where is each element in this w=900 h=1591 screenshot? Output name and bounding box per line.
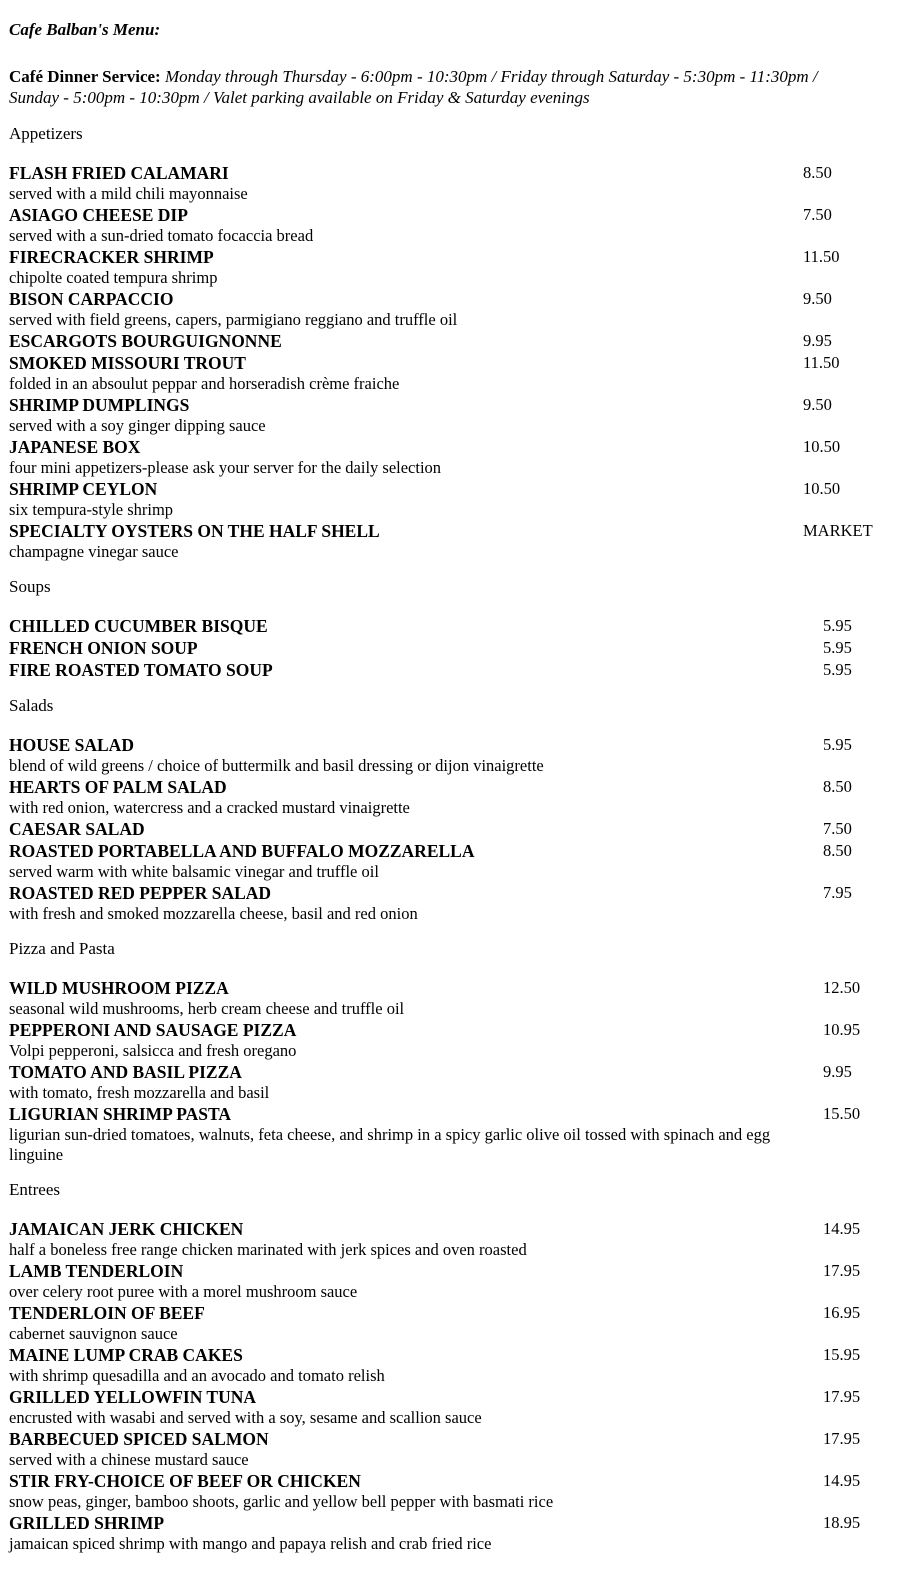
menu-item-name: ESCARGOTS BOURGUIGNONNE xyxy=(9,331,282,351)
menu-item-price: 8.50 xyxy=(803,163,832,182)
menu-item-description: four mini appetizers-please ask your server for the daily selection xyxy=(9,458,442,477)
menu-item xyxy=(9,162,894,204)
page-title: Cafe Balban's Menu: xyxy=(9,20,161,39)
section-title: Appetizers xyxy=(9,124,83,143)
menu-item-name: ASIAGO CHEESE DIP xyxy=(9,205,188,225)
menu-item xyxy=(9,1512,894,1554)
menu-item-description: chipolte coated tempura shrimp xyxy=(9,268,218,287)
menu-item-description: served with a soy ginger dipping sauce xyxy=(9,416,266,435)
menu-item xyxy=(9,776,894,818)
menu-item-description: with shrimp quesadilla and an avocado and tomato relish xyxy=(9,1366,385,1385)
menu-item xyxy=(9,330,894,352)
menu-item xyxy=(9,734,894,776)
menu-item-name: FRENCH ONION SOUP xyxy=(9,638,198,658)
menu-item xyxy=(9,394,894,436)
menu-item-description: jamaican spiced shrimp with mango and papaya relish and crab fried rice xyxy=(9,1534,492,1553)
menu-item-price: 10.50 xyxy=(803,437,841,456)
menu-item-name: HEARTS OF PALM SALAD xyxy=(9,777,227,797)
menu-item-description: half a boneless free range chicken marinated with jerk spices and oven roasted xyxy=(9,1240,527,1259)
menu-item xyxy=(9,1218,894,1260)
menu-item-name: JAMAICAN JERK CHICKEN xyxy=(9,1219,244,1239)
menu-item-description: served with a sun-dried tomato focaccia bread xyxy=(9,226,314,245)
menu-items-table xyxy=(9,162,894,562)
menu-item-price: 5.95 xyxy=(823,638,852,657)
menu-item xyxy=(9,637,894,659)
menu-item-name: SHRIMP CEYLON xyxy=(9,479,158,499)
menu-item-name: ROASTED PORTABELLA AND BUFFALO MOZZARELLA xyxy=(9,841,475,861)
menu-item xyxy=(9,615,894,637)
menu-section-appetizers xyxy=(9,124,894,562)
menu-item xyxy=(9,246,894,288)
menu-item-price: 5.95 xyxy=(823,735,852,754)
menu-item-price: 10.95 xyxy=(823,1020,861,1039)
menu-item-price: 9.95 xyxy=(803,331,832,350)
dinner-service-hours: Monday through Thursday - 6:00pm - 10:30pm / Friday through Saturday - 5:30pm - 11:30pm / Sunday - 5:00pm - 10:30pm / Valet parking available on Friday & Saturday evenings xyxy=(9,67,818,107)
menu-item-name: PEPPERONI AND SAUSAGE PIZZA xyxy=(9,1020,297,1040)
menu-item-price: 9.50 xyxy=(803,395,832,414)
menu-item-name: WILD MUSHROOM PIZZA xyxy=(9,978,229,998)
menu-item xyxy=(9,1302,894,1344)
section-title: Salads xyxy=(9,696,54,715)
menu-item-description: folded in an absoulut peppar and horseradish crème fraiche xyxy=(9,374,400,393)
menu-item-description: seasonal wild mushrooms, herb cream cheese and truffle oil xyxy=(9,999,405,1018)
menu-item-description: with red onion, watercress and a cracked mustard vinaigrette xyxy=(9,798,410,817)
menu-item-name: CHILLED CUCUMBER BISQUE xyxy=(9,616,268,636)
menu-item-price: 5.95 xyxy=(823,616,852,635)
menu-item-price: 7.50 xyxy=(803,205,832,224)
menu-item xyxy=(9,204,894,246)
dinner-service-label: Café Dinner Service: xyxy=(9,67,161,86)
menu-item-description: served warm with white balsamic vinegar and truffle oil xyxy=(9,862,379,881)
menu-item-price: 9.95 xyxy=(823,1062,852,1081)
menu-item-price: 7.95 xyxy=(823,883,852,902)
menu-item xyxy=(9,436,894,478)
menu-item-description: ligurian sun-dried tomatoes, walnuts, feta cheese, and shrimp in a spicy garlic olive oil tossed with spinach and egg linguine xyxy=(9,1125,771,1164)
menu-item-description: with fresh and smoked mozzarella cheese, basil and red onion xyxy=(9,904,418,923)
menu-item-description: six tempura-style shrimp xyxy=(9,500,174,519)
menu-items-table xyxy=(9,1218,894,1554)
menu-item-name: FLASH FRIED CALAMARI xyxy=(9,163,229,183)
menu-item xyxy=(9,288,894,330)
menu-item-name: SPECIALTY OYSTERS ON THE HALF SHELL xyxy=(9,521,380,541)
menu-item-price: 17.95 xyxy=(823,1261,861,1280)
menu-item-name: BISON CARPACCIO xyxy=(9,289,174,309)
menu-item xyxy=(9,520,894,562)
menu-item-description: over celery root puree with a morel mushroom sauce xyxy=(9,1282,358,1301)
menu-item-name: BARBECUED SPICED SALMON xyxy=(9,1429,269,1449)
menu-item xyxy=(9,1019,894,1061)
menu-item-price: 18.95 xyxy=(823,1513,861,1532)
menu-item xyxy=(9,352,894,394)
menu-item-name: GRILLED SHRIMP xyxy=(9,1513,165,1533)
menu-item-name: SMOKED MISSOURI TROUT xyxy=(9,353,246,373)
menu-item-name: CAESAR SALAD xyxy=(9,819,145,839)
menu-item-description: Volpi pepperoni, salsicca and fresh oregano xyxy=(9,1041,297,1060)
menu-item-name: HOUSE SALAD xyxy=(9,735,134,755)
menu-item-price: 14.95 xyxy=(823,1471,861,1490)
menu-section-salads xyxy=(9,696,894,924)
menu-item-price: 14.95 xyxy=(823,1219,861,1238)
menu-item-description: encrusted with wasabi and served with a soy, sesame and scallion sauce xyxy=(9,1408,482,1427)
menu-item xyxy=(9,1260,894,1302)
section-title: Soups xyxy=(9,577,51,596)
menu-item xyxy=(9,1428,894,1470)
menu-item-price: MARKET xyxy=(803,521,873,540)
section-title: Entrees xyxy=(9,1180,60,1199)
menu-item-description: cabernet sauvignon sauce xyxy=(9,1324,178,1343)
menu-item xyxy=(9,1344,894,1386)
menu-item-name: TENDERLOIN OF BEEF xyxy=(9,1303,205,1323)
section-title: Pizza and Pasta xyxy=(9,939,115,958)
menu-item xyxy=(9,659,894,681)
menu-item-name: LIGURIAN SHRIMP PASTA xyxy=(9,1104,232,1124)
menu-item-price: 12.50 xyxy=(823,978,861,997)
menu-item xyxy=(9,818,894,840)
menu-item-price: 15.95 xyxy=(823,1345,861,1364)
menu-item-name: STIR FRY-CHOICE OF BEEF OR CHICKEN xyxy=(9,1471,361,1491)
menu-items-table xyxy=(9,615,894,681)
menu-item-description: served with a mild chili mayonnaise xyxy=(9,184,248,203)
menu-item xyxy=(9,478,894,520)
menu-item-price: 11.50 xyxy=(803,247,840,266)
dinner-service-info xyxy=(9,66,869,108)
menu-item-price: 15.50 xyxy=(823,1104,861,1123)
menu-item-name: SHRIMP DUMPLINGS xyxy=(9,395,190,415)
menu-item-description: champagne vinegar sauce xyxy=(9,542,179,561)
menu-section-soups xyxy=(9,577,894,681)
menu-item xyxy=(9,1103,894,1165)
menu-item-name: MAINE LUMP CRAB CAKES xyxy=(9,1345,243,1365)
menu-item-name: GRILLED YELLOWFIN TUNA xyxy=(9,1387,256,1407)
menu-item-name: FIRECRACKER SHRIMP xyxy=(9,247,214,267)
menu-item-name: TOMATO AND BASIL PIZZA xyxy=(9,1062,242,1082)
menu-item-name: FIRE ROASTED TOMATO SOUP xyxy=(9,660,273,680)
menu-item xyxy=(9,1061,894,1103)
menu-section-pizza-and-pasta xyxy=(9,939,894,1165)
menu-items-table xyxy=(9,977,894,1165)
menu-item-price: 9.50 xyxy=(803,289,832,308)
menu-item-price: 11.50 xyxy=(803,353,840,372)
menu-section-entrees xyxy=(9,1180,894,1554)
menu-item-description: served with field greens, capers, parmigiano reggiano and truffle oil xyxy=(9,310,458,329)
menu-item-name: ROASTED RED PEPPER SALAD xyxy=(9,883,272,903)
menu-item xyxy=(9,882,894,924)
menu-item-price: 17.95 xyxy=(823,1387,861,1406)
menu-page xyxy=(9,18,894,1554)
menu-item-description: blend of wild greens / choice of buttermilk and basil dressing or dijon vinaigrette xyxy=(9,756,544,775)
menu-items-table xyxy=(9,734,894,924)
menu-item-description: with tomato, fresh mozzarella and basil xyxy=(9,1083,270,1102)
menu-item-price: 8.50 xyxy=(823,777,852,796)
menu-item-name: LAMB TENDERLOIN xyxy=(9,1261,184,1281)
menu-item-price: 5.95 xyxy=(823,660,852,679)
menu-item xyxy=(9,1386,894,1428)
menu-item-price: 16.95 xyxy=(823,1303,861,1322)
menu-sections xyxy=(9,124,894,1554)
menu-item-description: served with a chinese mustard sauce xyxy=(9,1450,249,1469)
menu-item xyxy=(9,1470,894,1512)
menu-item xyxy=(9,977,894,1019)
menu-item xyxy=(9,840,894,882)
menu-item-price: 10.50 xyxy=(803,479,841,498)
menu-item-price: 17.95 xyxy=(823,1429,861,1448)
menu-item-name: JAPANESE BOX xyxy=(9,437,141,457)
menu-item-price: 8.50 xyxy=(823,841,852,860)
menu-item-description: snow peas, ginger, bamboo shoots, garlic and yellow bell pepper with basmati rice xyxy=(9,1492,554,1511)
menu-item-price: 7.50 xyxy=(823,819,852,838)
